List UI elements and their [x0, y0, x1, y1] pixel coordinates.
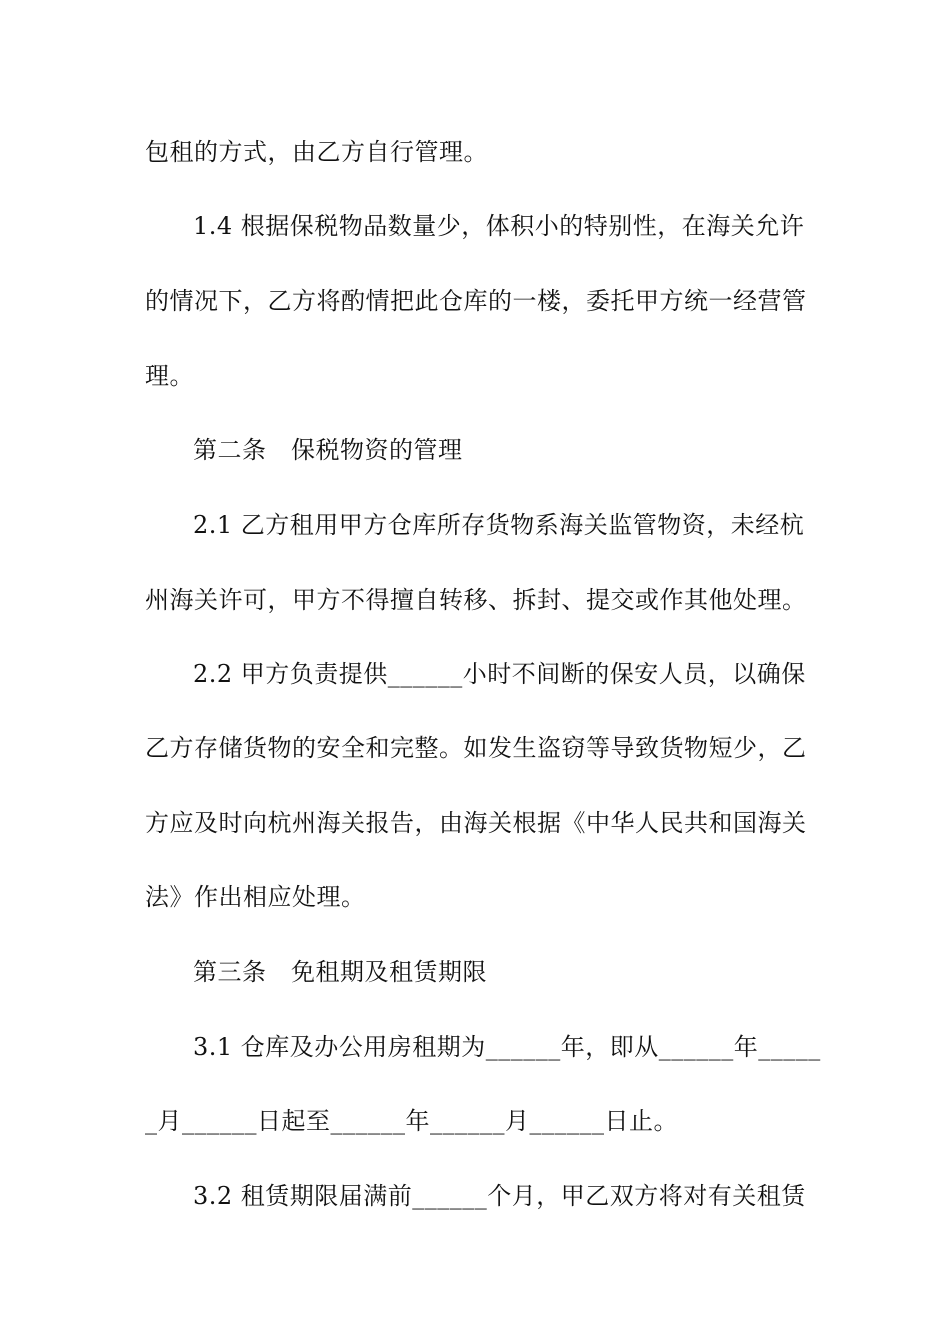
article-3-heading: 第三条 免租期及租赁期限 — [193, 958, 487, 986]
text-line: 方应及时向杭州海关报告，由海关根据《中华人民共和国海关 — [145, 809, 807, 837]
clause-3-1: 3.1 仓库及办公用房租期为______年，即从______年_____ — [193, 1033, 821, 1061]
article-2-heading: 第二条 保税物资的管理 — [193, 436, 463, 464]
text-line: 乙方存储货物的安全和完整。如发生盗窃等导致货物短少，乙 — [145, 734, 807, 762]
text-line: _月______日起至______年______月______日止。 — [145, 1107, 678, 1135]
clause-1-4: 1.4 根据保税物品数量少，体积小的特别性，在海关允许 — [193, 212, 805, 240]
clause-2-2: 2.2 甲方负责提供______小时不间断的保安人员，以确保 — [193, 660, 806, 688]
text-line: 理。 — [145, 362, 194, 390]
text-line: 包租的方式，由乙方自行管理。 — [145, 138, 488, 166]
text-line: 州海关许可，甲方不得擅自转移、拆封、提交或作其他处理。 — [145, 586, 807, 614]
clause-3-2: 3.2 租赁期限届满前______个月，甲乙双方将对有关租赁 — [193, 1182, 806, 1210]
clause-2-1: 2.1 乙方租用甲方仓库所存货物系海关监管物资，未经杭 — [193, 511, 805, 539]
text-line: 的情况下，乙方将酌情把此仓库的一楼，委托甲方统一经营管 — [145, 287, 807, 315]
text-line: 法》作出相应处理。 — [145, 883, 366, 911]
